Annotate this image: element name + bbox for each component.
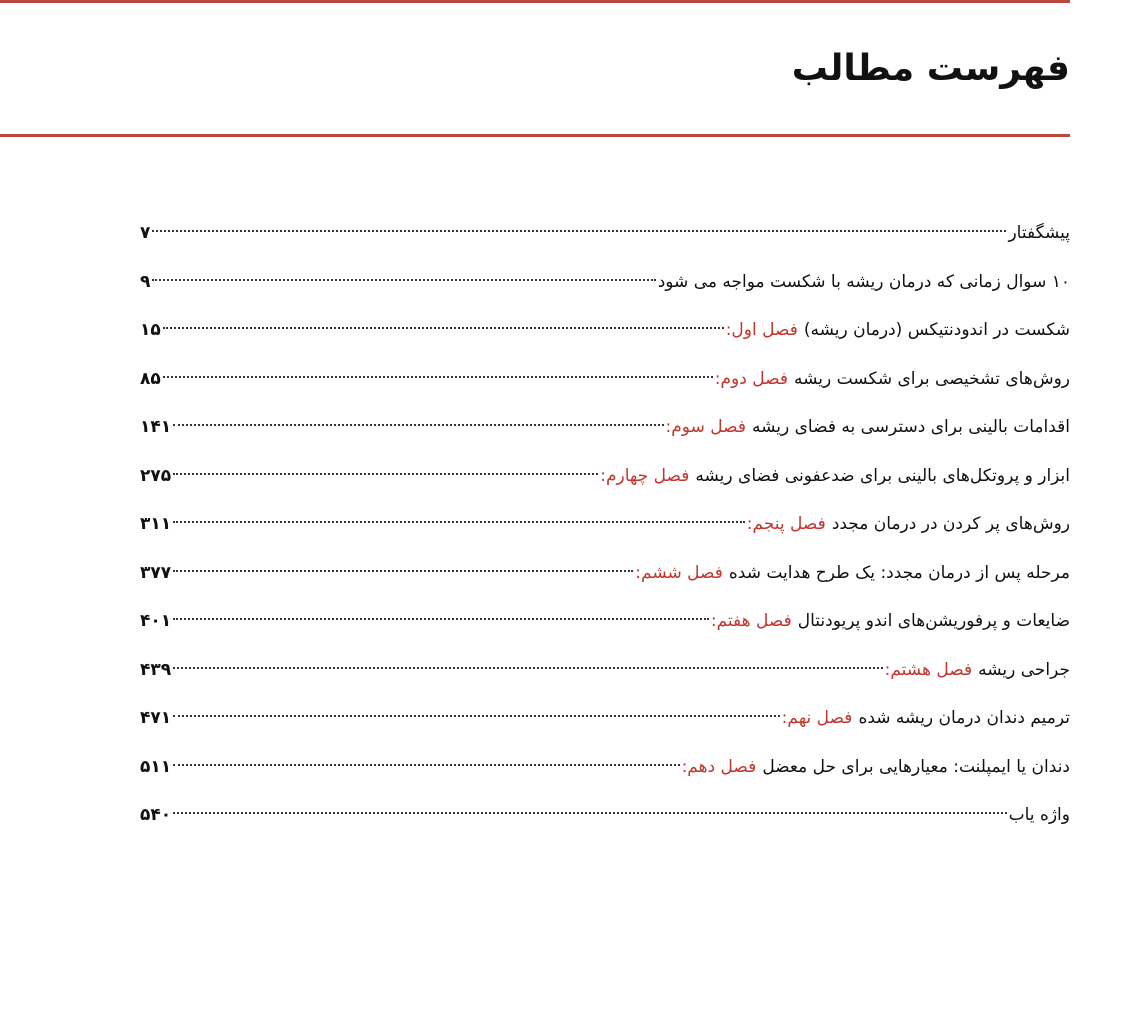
dot-leader: [152, 230, 1006, 232]
toc-entry[interactable]: [140, 553, 1070, 602]
dot-leader: [173, 570, 633, 572]
entry-title: روش‌های پر کردن در درمان مجدد: [831, 514, 1070, 534]
page-number: ۳۱۱: [140, 514, 172, 534]
page-number: ۸۵: [140, 368, 161, 389]
page-number: ۴۰۱: [140, 611, 172, 631]
entry-title: ترمیم دندان درمان ریشه شده: [858, 708, 1070, 728]
page-title: فهرست مطالب: [791, 48, 1070, 89]
toc-entry[interactable]: [140, 650, 1070, 699]
dot-leader: [173, 473, 598, 475]
entry-title: ابزار و پروتکل‌های بالینی برای ضدعفونی فضای ریشه: [695, 465, 1070, 486]
chapter-label: فصل اول:: [725, 320, 798, 340]
page-number: ۷: [140, 223, 151, 243]
page-number: ۵۱۱: [140, 756, 172, 777]
entry-title: ضایعات و پرفوریشن‌های اندو پریودنتال: [797, 611, 1070, 631]
entry-title: شکست در اندودنتیکس (درمان ریشه): [803, 320, 1070, 340]
dot-leader: [173, 424, 663, 426]
dot-leader: [173, 667, 882, 669]
entry-title: مرحله پس از درمان مجدد: یک طرح هدایت شده: [728, 562, 1070, 583]
toc-entry[interactable]: [140, 310, 1070, 359]
toc-entry[interactable]: [140, 456, 1070, 505]
chapter-label: فصل هفتم:: [710, 611, 792, 631]
dot-leader: [173, 764, 679, 766]
entry-title: اقدامات بالینی برای دسترسی به فضای ریشه: [751, 417, 1070, 437]
entry-title: جراحی ریشه: [978, 659, 1070, 680]
dot-leader: [163, 327, 724, 329]
chapter-label: فصل دهم:: [681, 756, 757, 777]
toc-entry[interactable]: [140, 795, 1070, 844]
chapter-label: فصل پنجم:: [746, 514, 826, 534]
chapter-label: فصل چهارم:: [600, 465, 690, 486]
toc-entry[interactable]: [140, 601, 1070, 650]
page-number: ۱۵: [140, 320, 161, 340]
dot-leader: [173, 521, 745, 523]
dot-leader: [173, 618, 709, 620]
dot-leader: [173, 812, 1006, 814]
page-number: ۳۷۷: [140, 562, 172, 583]
top-rule: [0, 0, 1070, 3]
chapter-label: فصل دوم:: [714, 368, 788, 389]
toc-entry[interactable]: [140, 698, 1070, 747]
toc-entry[interactable]: [140, 407, 1070, 456]
table-of-contents: [140, 213, 1070, 844]
toc-entry[interactable]: [140, 359, 1070, 408]
toc-entry[interactable]: [140, 213, 1070, 262]
page-number: ۹: [140, 271, 151, 292]
title-rule: [0, 134, 1070, 137]
page-number: ۲۷۵: [140, 465, 172, 486]
toc-entry[interactable]: [140, 262, 1070, 311]
chapter-label: فصل سوم:: [665, 417, 746, 437]
chapter-label: فصل ششم:: [635, 562, 723, 583]
page-number: ۴۷۱: [140, 708, 172, 728]
dot-leader: [163, 376, 713, 378]
page-number: ۱۴۱: [140, 417, 172, 437]
toc-entry[interactable]: [140, 747, 1070, 796]
dot-leader: [152, 279, 655, 281]
toc-entry[interactable]: [140, 504, 1070, 553]
entry-title: دندان یا ایمپلنت: معیارهایی برای حل معضل: [762, 756, 1070, 777]
dot-leader: [173, 715, 780, 717]
entry-title: ۱۰ سوال زمانی که درمان ریشه با شکست مواجه می شود: [657, 271, 1070, 292]
chapter-label: فصل هشتم:: [884, 659, 973, 680]
entry-title: پیشگفتار: [1008, 223, 1070, 243]
entry-title: روش‌های تشخیصی برای شکست ریشه: [793, 368, 1070, 389]
page-number: ۴۳۹: [140, 659, 172, 680]
entry-title: واژه یاب: [1008, 805, 1070, 825]
chapter-label: فصل نهم:: [781, 708, 853, 728]
page-number: ۵۴۰: [140, 805, 172, 825]
